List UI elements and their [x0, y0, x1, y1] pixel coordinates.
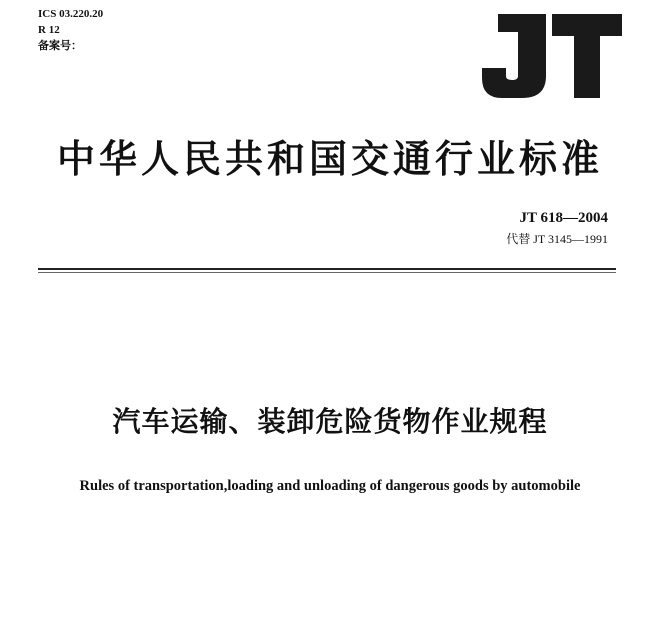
jt-logo-graphic — [476, 10, 626, 102]
standard-number: JT 618—2004 — [519, 210, 608, 226]
document-title-english: Rules of transportation,loading and unloading of dangerous goods by automobile — [79, 478, 581, 494]
document-metadata — [38, 6, 103, 54]
jt-logo — [476, 10, 626, 102]
filing-number-label: 备案号： — [38, 40, 82, 52]
document-title-chinese: 汽车运输、装卸危险货物作业规程 — [112, 405, 548, 438]
classification-code: R 12 — [38, 24, 60, 36]
ics-code: ICS 03.220.20 — [38, 8, 104, 20]
header-divider — [38, 268, 616, 270]
replaced-standard: 代替 JT 3145—1991 — [506, 232, 608, 246]
organization-title: 中华人民共和国交通行业标准 — [56, 137, 603, 181]
header-divider-thin — [38, 272, 616, 273]
